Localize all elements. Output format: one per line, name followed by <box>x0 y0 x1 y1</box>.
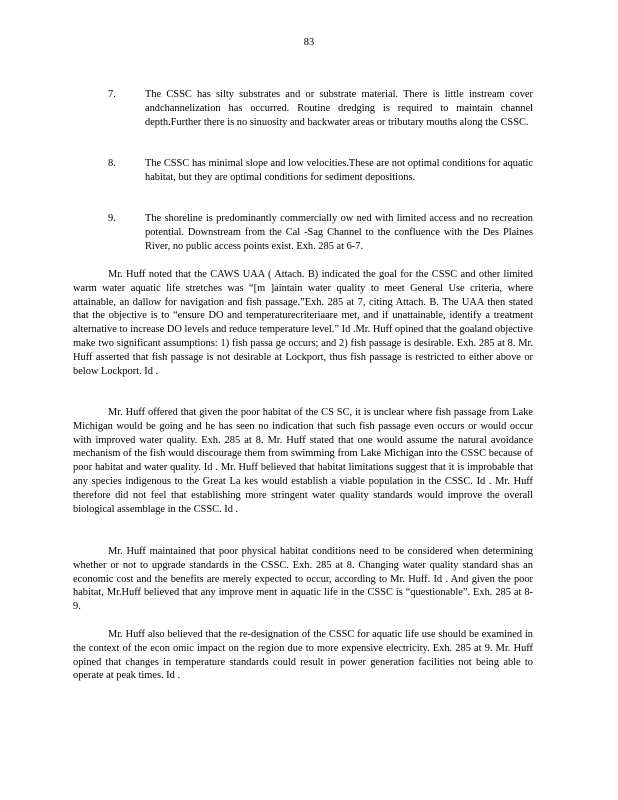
list-item-text: The CSSC has minimal slope and low velocities.These are not optimal conditions for aquatic habitat, but they are optimal conditions for sediment depositions. <box>145 158 533 183</box>
list-item-text: The CSSC has silty substrates and or substrate material. There is little instream cover andchannelization has occurred. Routine dredging is required to maintain channel depth.Further there is no sinuosity and backwater areas or tributary mouths along the CSSC. <box>145 89 533 128</box>
list-item-number: 9. <box>108 213 116 224</box>
list-item-8 <box>108 157 533 185</box>
list-item-number: 8. <box>108 158 116 169</box>
paragraph-economic-impact: Mr. Huff also believed that the re-designation of the CSSC for aquatic life use should be examined in the context of the econ omic impact on the region due to more expensive electricity. Exh. 285 at 9. Mr. Huff opined that changes in temperature standards could result in power generation facilities not being able to operate at peak times. Id . <box>73 629 533 682</box>
list-item-text: The shoreline is predominantly commercially ow ned with limited access and no recreation potential. Downstream from the Cal -Sag Channel to the confluence with the Des Plaines River, no public access points exist. Exh. 285 at 6-7. <box>145 213 533 252</box>
paragraph-uaa-goal: Mr. Huff noted that the CAWS UAA ( Attach. B) indicated the goal for the CSSC and other limited warm water aquatic life stretches was “[m ]aintain water quality to meet General Use criteria, where attainable, an dallow for navigation and fish passage.”Exh. 285 at 7, citing Attach. B. The UAA then stated that the objective is to “ensure DO and temperaturecriteriaare met, and if unattainable, identify a treatment alternative to increase DO levels and reduce temperature level.” Id .Mr. Huff opined that the goaland objective make two significant assumptions: 1) fish passa ge occurs; and 2) fish passage is desirable. Exh. 285 at 8. Mr. Huff asserted that fish passage is not desirable at Lockport, thus fish passage is restricted to either above or below Lockport. Id . <box>73 269 533 377</box>
page-number: 83 <box>303 37 315 48</box>
paragraph-habitat-conditions: Mr. Huff maintained that poor physical habitat conditions need to be considered when determining whether or not to upgrade standards in the CSSC. Exh. 285 at 8. Changing water quality standard shas an economic cost and the benefits are merely expected to occur, according to Mr. Huff. Id . And given the poor habitat, Mr.Huff believed that any improve ment in aquatic life in the CSSC is “questionable”. Exh. 285 at 8-9. <box>73 546 533 613</box>
list-item-number: 7. <box>108 89 116 100</box>
paragraph-fish-passage: Mr. Huff offered that given the poor habitat of the CS SC, it is unclear where fish passage from Lake Michigan would be going and he has seen no indication that such fish passage even occurs or would occur with improved water quality. Exh. 285 at 8. Mr. Huff stated that one would assume the natural avoidance mechanism of the fish would discourage them from swimming from Lake Michigan into the CSSC because of poor habitat and water quality. Id . Mr. Huff believed that habitat limitations suggest that it is improbable that any species indigenous to the Great La kes would establish a viable population in the CSSC. Id . Mr. Huff therefore did not feel that establishing more stringent water quality standards would improve the overall biological assemblage in the CSSC. Id . <box>73 407 533 515</box>
list-item-9 <box>108 212 533 253</box>
list-item-7 <box>108 88 533 129</box>
